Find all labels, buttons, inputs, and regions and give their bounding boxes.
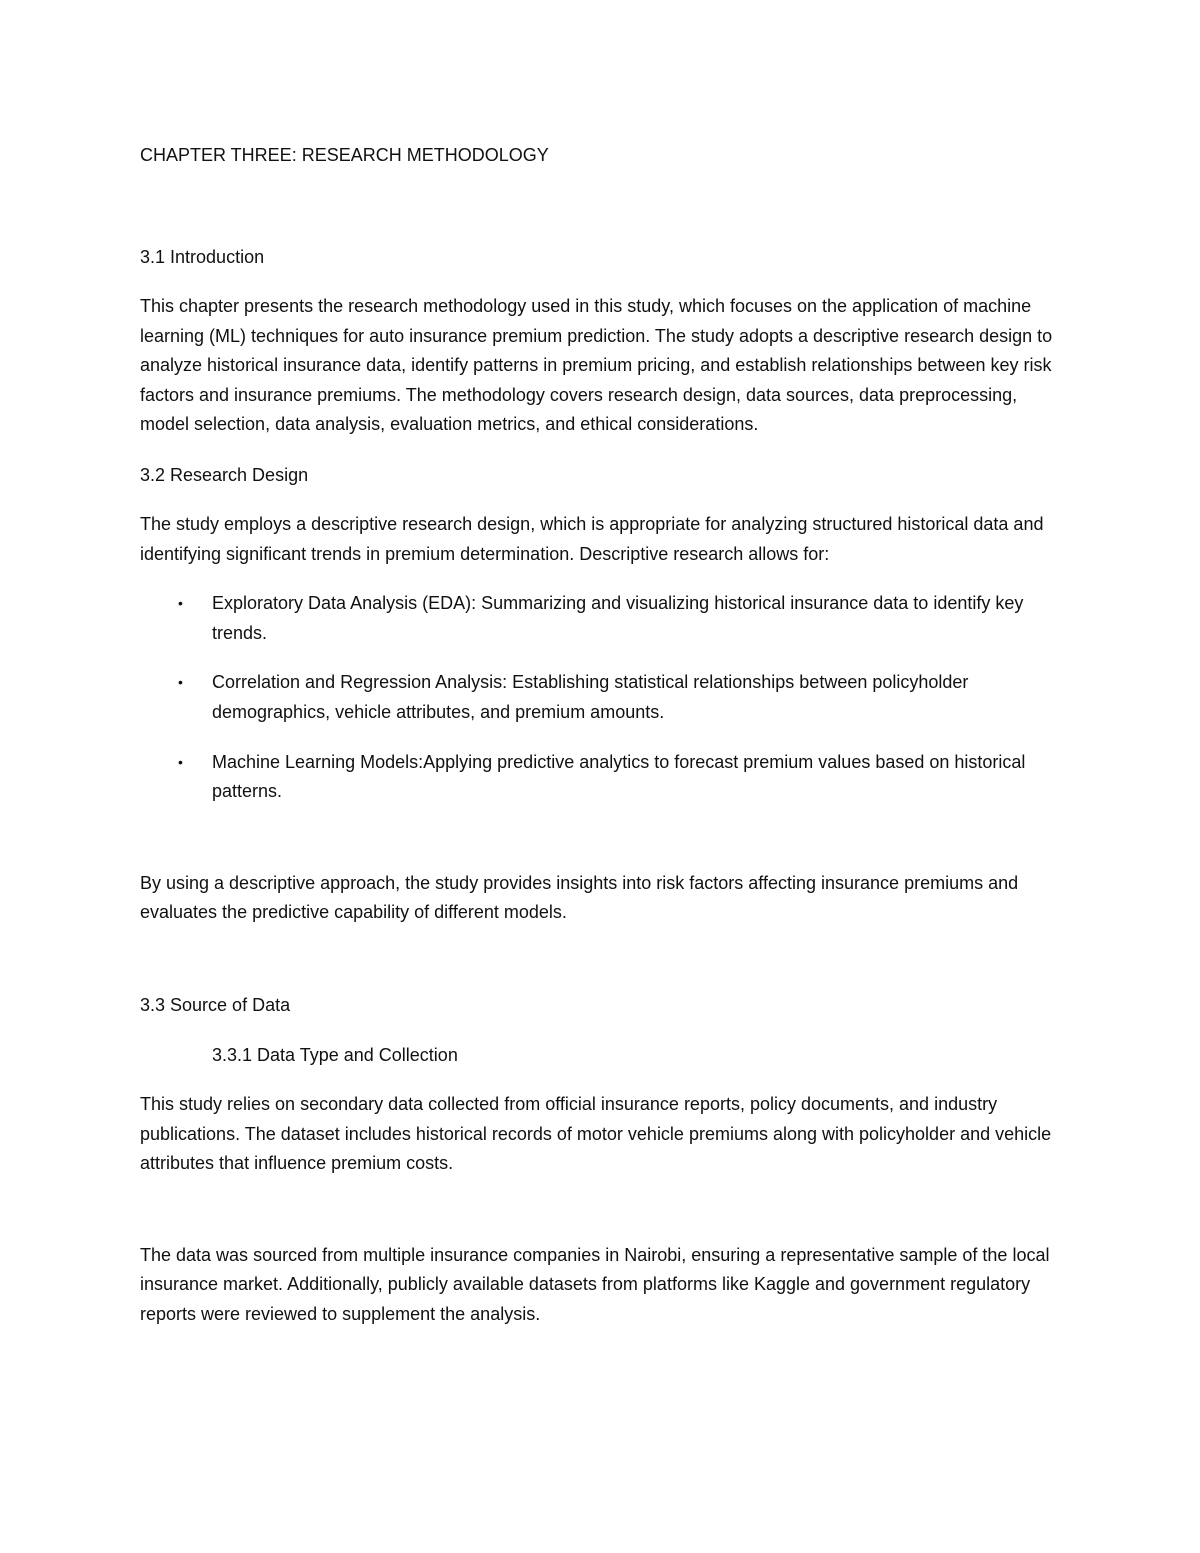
bullet-item-machine-learning — [140, 748, 1070, 807]
bullet-glyph: • — [178, 674, 183, 691]
section-heading-research-design: 3.2 Research Design — [140, 464, 309, 485]
bullet-item-correlation-regression — [140, 668, 1070, 727]
bullet-item-eda — [140, 589, 1070, 648]
research-design-closing-paragraph: By using a descriptive approach, the study provides insights into risk factors affecting insurance premiums and evaluates the predictive capability of different models. — [140, 872, 1019, 923]
research-design-bullet-list — [140, 589, 1070, 807]
section-heading-introduction: 3.1 Introduction — [140, 247, 265, 267]
section-heading-source-of-data: 3.3 Source of Data — [140, 994, 291, 1015]
research-design-paragraph: The study employs a descriptive research design, which is appropriate for analyzing structured historical data and identifying significant trends in premium determination. Descriptive research allows for: — [140, 513, 1044, 564]
page-content — [140, 140, 1070, 1329]
bullet-glyph: • — [178, 753, 183, 770]
source-of-data-paragraph-1: This study relies on secondary data collected from official insurance reports, policy documents, and industry publications. The dataset includes historical records of motor vehicle premiums along with policyholder and vehicle attributes that influence premium costs. — [140, 1093, 1052, 1174]
source-of-data-paragraph-2: The data was sourced from multiple insurance companies in Nairobi, ensuring a representative sample of the local insurance market. Additionally, publicly available datasets from platforms like Kaggle and government regulatory reports were reviewed to supplement the analysis. — [140, 1244, 1050, 1324]
subsection-heading-data-type-collection: 3.3.1 Data Type and Collection — [212, 1044, 458, 1065]
bullet-text: Exploratory Data Analysis (EDA): Summarizing and visualizing historical insurance data to identify key trends. — [212, 593, 1024, 643]
bullet-glyph: • — [178, 595, 183, 612]
introduction-paragraph: This chapter presents the research methodology used in this study, which focuses on the application of machine learning (ML) techniques for auto insurance premium prediction. The study adopts a descriptive research design to analyze historical insurance data, identify patterns in premium pricing, and establish relationships between key risk factors and insurance premiums. The methodology covers research design, data sources, data preprocessing, model selection, data analysis, evaluation metrics, and ethical considerations. — [140, 296, 1053, 435]
bullet-text: Machine Learning Models:Applying predictive analytics to forecast premium values based on historical patterns. — [212, 751, 1026, 802]
bullet-text: Correlation and Regression Analysis: Establishing statistical relationships between policyholder demographics, vehicle attributes, and premium amounts. — [212, 672, 969, 722]
chapter-title: CHAPTER THREE: RESEARCH METHODOLOGY — [140, 145, 549, 165]
